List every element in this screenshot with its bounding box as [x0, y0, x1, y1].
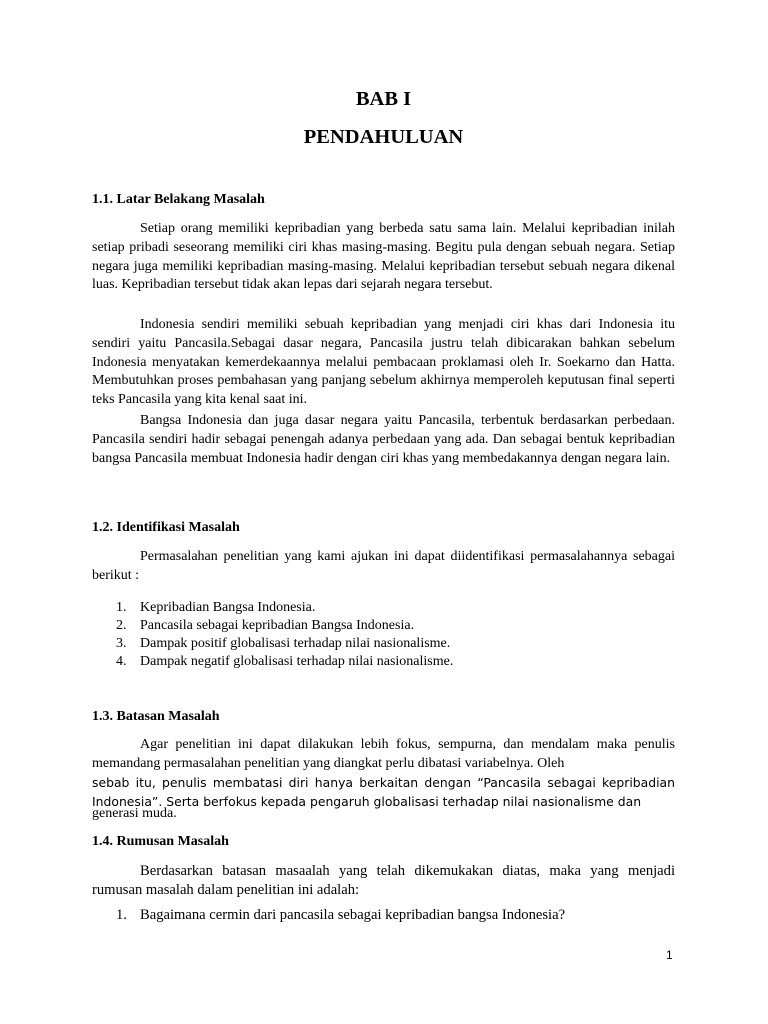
- page-number: 1: [666, 948, 673, 962]
- list-item: 1. Bagaimana cermin dari pancasila sebagai kepribadian bangsa Indonesia?: [116, 907, 566, 923]
- section-heading-identifikasi: 1.2. Identifikasi Masalah: [92, 520, 240, 535]
- chapter-title: BAB I: [355, 88, 412, 110]
- paragraph-1-3-a: Agar penelitian ini dapat dilakukan lebih fokus, sempurna, dan mendalam maka penulis memandang permasalahan penelitian yang diangkat perlu dibatasi variabelnya. Oleh: [92, 737, 675, 771]
- section-heading-batasan: 1.3. Batasan Masalah: [92, 709, 220, 724]
- paragraph-1-1-a: Setiap orang memiliki kepribadian yang berbeda satu sama lain. Melalui kepribadian inilah setiap pribadi seseorang memiliki ciri khas masing-masing. Begitu pula dengan sebuah negara. Setiap negara juga memiliki kepribadian masing-masing. Melalui kepribadian tersebut sebuah negara dikenal luas. Kepribadian tersebut tidak akan lepas dari sejarah negara tersebut.: [92, 221, 675, 293]
- paragraph-1-3-b: sebab itu, penulis membatasi diri hanya berkaitan dengan “Pancasila sebagai kepribadian Indonesia”. Serta berfokus kepada pengaruh globalisasi terhadap nilai nasionalisme dan: [92, 775, 675, 809]
- list-item: 1. Kepribadian Bangsa Indonesia.: [116, 600, 316, 615]
- formulation-list: [92, 906, 565, 924]
- identification-list: [92, 599, 453, 671]
- paragraph-1-3-c: generasi muda.: [92, 806, 177, 821]
- list-item: 4. Dampak negatif globalisasi terhadap nilai nasionalisme.: [116, 654, 454, 669]
- list-item: 2. Pancasila sebagai kepribadian Bangsa Indonesia.: [116, 618, 415, 633]
- paragraph-1-4-intro: Berdasarkan batasan masaalah yang telah dikemukakan diatas, maka yang menjadi rumusan masalah dalam penelitian ini adalah:: [92, 863, 675, 898]
- list-item: 3. Dampak positif globalisasi terhadap nilai nasionalisme.: [116, 636, 451, 651]
- paragraph-1-1-c: Bangsa Indonesia dan juga dasar negara yaitu Pancasila, terbentuk berdasarkan perbedaan. Pancasila sendiri hadir sebagai penengah adanya perbedaan yang ada. Dan sebagai bentuk kepribadian bangsa Pancasila membuat Indonesia hadir dengan ciri khas yang membedakannya dengan negara lain.: [92, 413, 675, 466]
- document-page: [92, 0, 675, 1024]
- paragraph-1-2-intro: Permasalahan penelitian yang kami ajukan ini dapat diidentifikasi permasalahannya sebagai berikut :: [92, 549, 675, 583]
- chapter-subtitle: PENDAHULUAN: [303, 126, 464, 148]
- paragraph-1-1-b: Indonesia sendiri memiliki sebuah kepribadian yang menjadi ciri khas dari Indonesia itu sendiri yaitu Pancasila.Sebagai dasar negara, Pancasila justru telah dibicarakan bahkan sebelum Indonesia menyatakan kemerdekaannya melalui pembacaan proklamasi oleh Ir. Soekarno dan Hatta. Membutuhkan proses pembahasan yang panjang sebelum akhirnya memperoleh keputusan final seperti teks Pancasila yang kita kenal saat ini.: [92, 317, 675, 408]
- section-heading-rumusan: 1.4. Rumusan Masalah: [92, 834, 229, 849]
- section-heading-latar-belakang: 1.1. Latar Belakang Masalah: [92, 192, 265, 207]
